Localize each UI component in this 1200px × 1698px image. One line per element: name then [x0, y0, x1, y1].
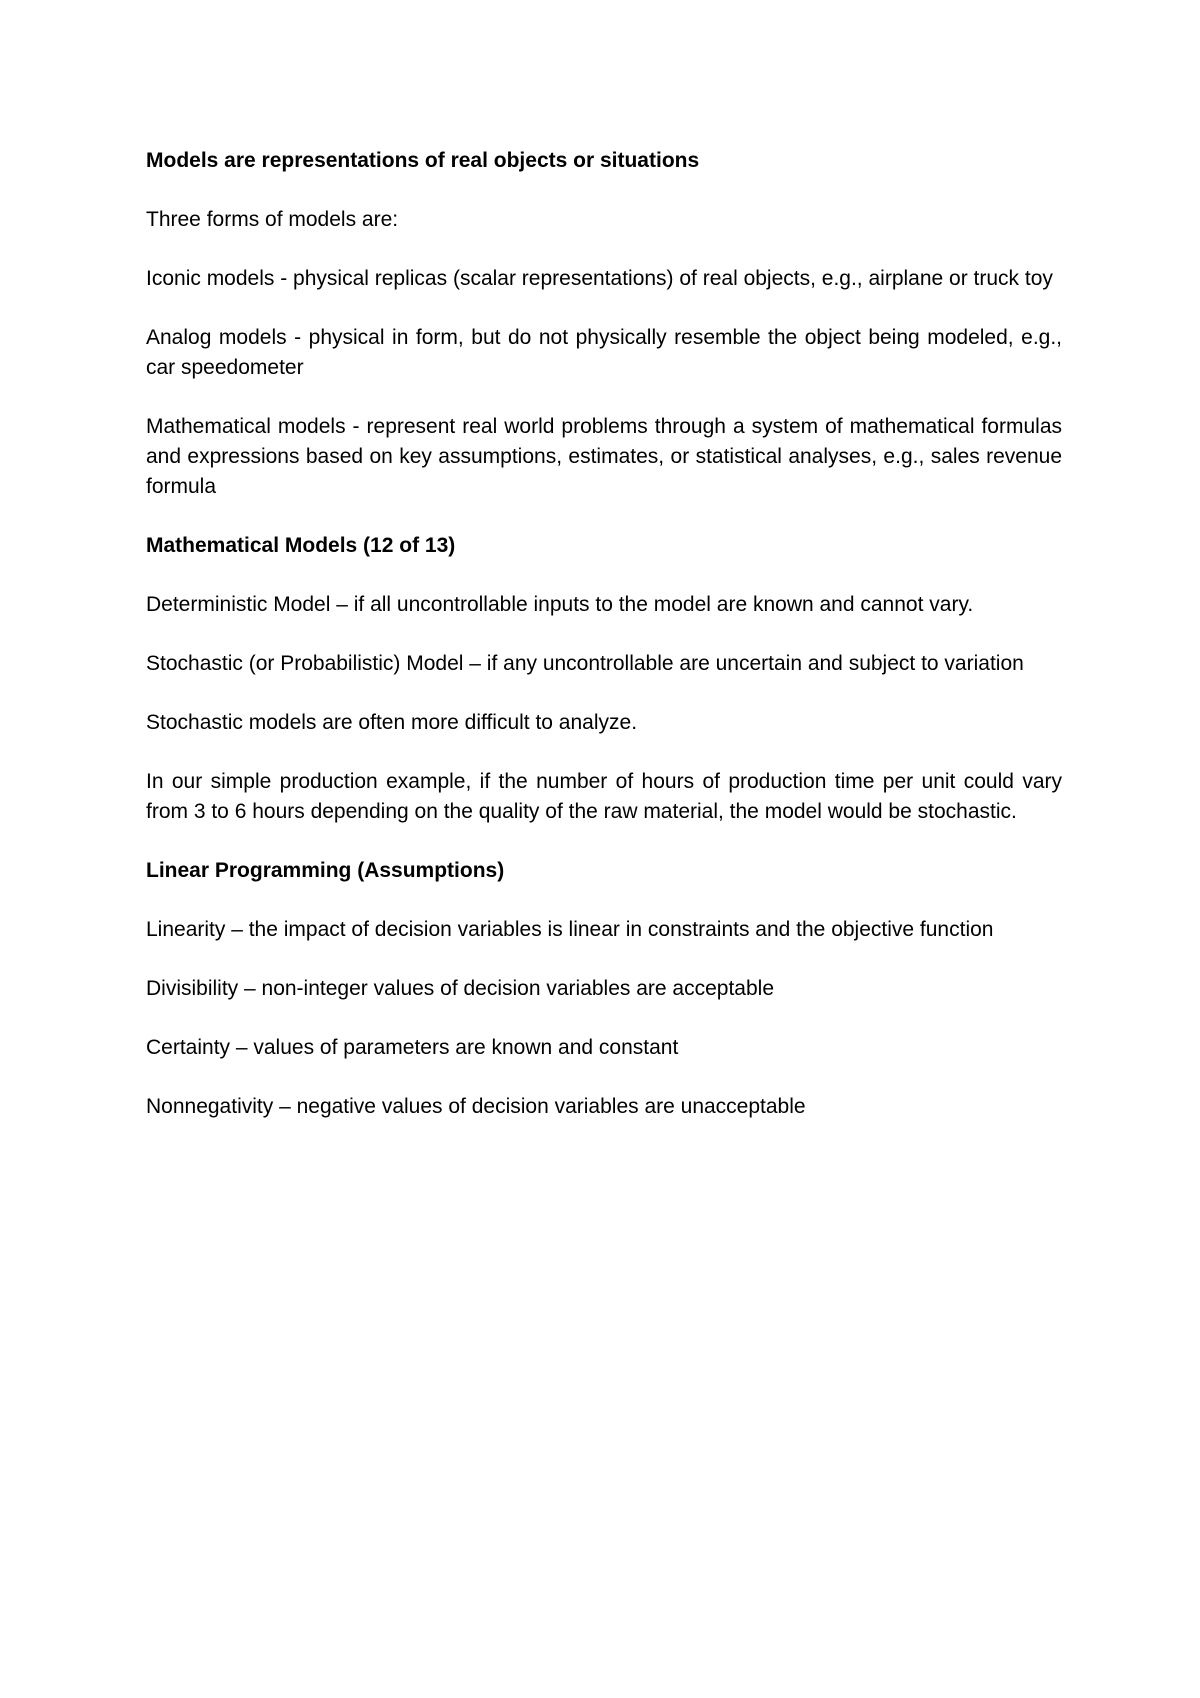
intro-three-forms: Three forms of models are: — [146, 208, 399, 231]
linearity-paragraph: Linearity – the impact of decision variables is linear in constraints and the objective function — [146, 918, 994, 941]
production-example-paragraph: In our simple production example, if the number of hours of production time per unit could vary from 3 to 6 hours depending on the quality of the raw material, the model would be stochastic. — [146, 770, 1062, 823]
heading-models: Models are representations of real objects or situations — [146, 149, 700, 172]
heading-mathematical-models: Mathematical Models (12 of 13) — [146, 534, 456, 557]
mathematical-models-paragraph: Mathematical models - represent real world problems through a system of mathematical formulas and expressions based on key assumptions, estimates, or statistical analyses, e.g., sales revenue formula — [146, 415, 1062, 498]
deterministic-model-paragraph: Deterministic Model – if all uncontrollable inputs to the model are known and cannot vary. — [146, 593, 974, 616]
nonnegativity-paragraph: Nonnegativity – negative values of decision variables are unacceptable — [146, 1095, 806, 1118]
iconic-models-paragraph: Iconic models - physical replicas (scalar representations) of real objects, e.g., airplane or truck toy — [146, 267, 1053, 290]
certainty-paragraph: Certainty – values of parameters are known and constant — [146, 1036, 679, 1059]
stochastic-model-paragraph: Stochastic (or Probabilistic) Model – if any uncontrollable are uncertain and subject to variation — [146, 652, 1024, 675]
divisibility-paragraph: Divisibility – non-integer values of decision variables are acceptable — [146, 977, 775, 1000]
stochastic-difficult-paragraph: Stochastic models are often more difficult to analyze. — [146, 711, 638, 734]
heading-linear-programming: Linear Programming (Assumptions) — [146, 859, 505, 882]
analog-models-paragraph: Analog models - physical in form, but do not physically resemble the object being modeled, e.g., car speedometer — [146, 326, 1062, 379]
document-body — [146, 146, 1062, 1151]
